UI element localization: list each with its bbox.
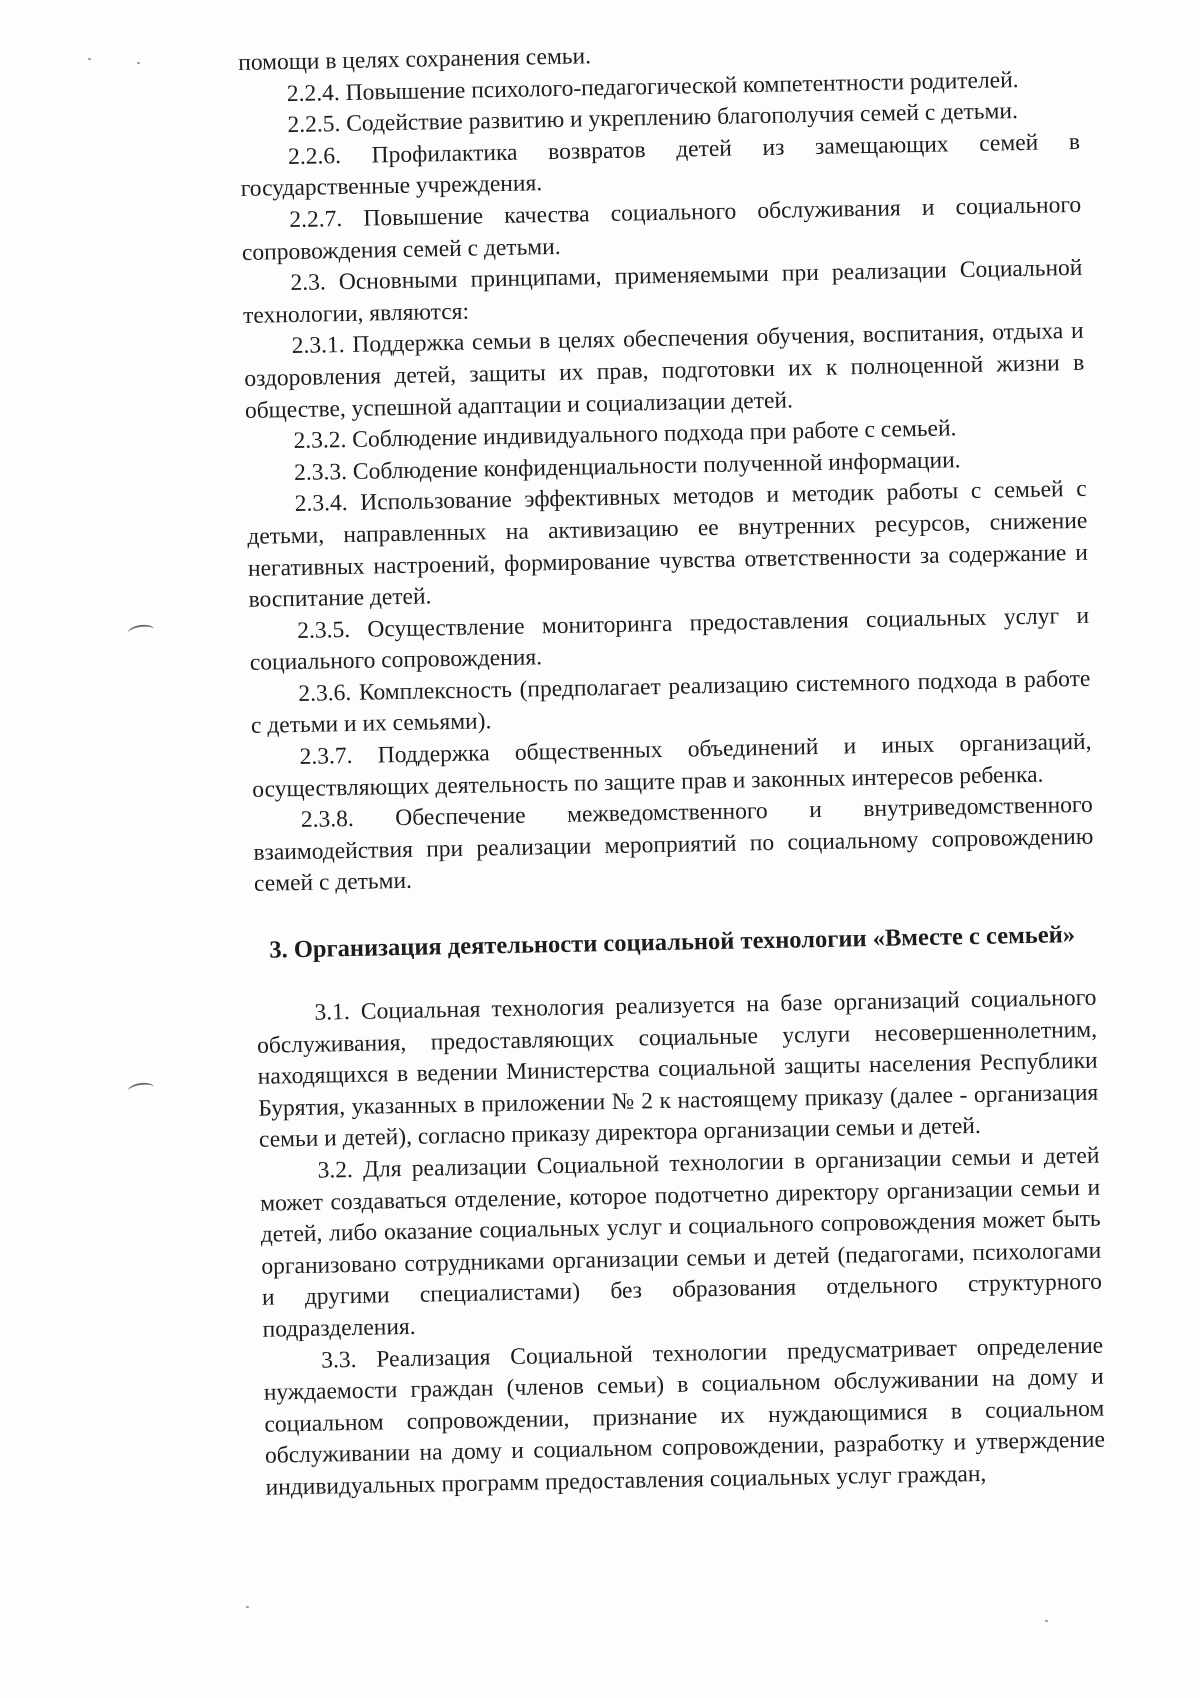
scan-speck [137,62,140,64]
scan-speck [1045,1620,1048,1622]
paragraph: 2.2.6. Профилактика возвратов детей из замещающих семей в государственные учреждения. [240,128,1081,203]
paragraph: 2.3.5. Осуществление мониторинга предоставления социальных услуг и социального сопровождения. [249,602,1090,677]
paragraph: 2.3.2. Соблюдение индивидуального подхода при работе с семьей. [293,415,957,455]
scan-speck [88,58,91,60]
paragraph: 2.3.1. Поддержка семьи в целях обеспечения обучения, воспитания, отдыха и оздоровления детей, защиты их прав, подготовки их к полноценной жизни в обществе, успешной адаптации и социализации детей. [244,318,1085,424]
paragraph: 3.3. Реализация Социальной технологии предусматривает определение нуждаемости граждан (членов семьи) в социальном обслуживании на дому и социальном сопровождении, признание их нуждающимися в социальном обслуживании на дому и социальном сопровождении, разработку и утверждение индивидуальных программ предоставления социальных услуг граждан, [263,1332,1106,1501]
paragraph: 2.2.7. Повышение качества социального обслуживания и социального сопровождения семей с детьми. [241,191,1082,266]
paragraph: 2.2.4. Повышение психолого-педагогической компетентности родителей. [286,66,1019,107]
paragraph: 2.3.6. Комплексность (предполагает реализацию системного подхода в работе с детьми и их семьями). [250,665,1091,740]
paragraph: 3.2. Для реализации Социальной технологии в организации семьи и детей может создаваться отделение, которое подотчетно директору организации семьи и детей, либо оказание социальных услуг и социального сопровождения может быть организовано сотрудниками организации семьи и детей (педагогами, психологами и другими специалистами) без образования отдельного структурного подразделения. [259,1142,1103,1343]
scan-speck [246,1606,249,1608]
paragraph: 3.1. Социальная технология реализуется на базе организаций социального обслуживания, предоставляющих социальные услуги несовершеннолетним, находящихся в ведении Министерства социальной защиты населения Республики Бурятия, указанных в приложении № 2 к настоящему приказу (далее - организация семьи и детей), согласно приказу директора организации семьи и детей. [256,984,1099,1154]
margin-mark [127,623,154,639]
margin-mark [127,1081,154,1097]
paragraph: 2.3.7. Поддержка общественных объединений и иных организаций, осуществляющих деятельность по защите прав и законных интересов ребенка. [251,728,1092,803]
paragraph: 2.3.4. Использование эффективных методов и методик работы с семьей с детьми, направленных на активизацию ее внутренних ресурсов, снижение негативных настроений, формирование чувства ответственности за содержание и воспитание детей. [247,476,1089,613]
paragraph: помощи в целях сохранения семьи. [238,43,592,76]
section-heading: 3. Организация деятельности социальной технологии «Вместе с семьей» [269,921,1076,964]
document-body [238,32,1106,1504]
paragraph: 2.2.5. Содействие развитию и укреплению благополучия семей с детьми. [287,98,1019,139]
paragraph: 2.3.3. Соблюдение конфиденциальности полученной информации. [293,446,961,486]
paragraph: 2.3.8. Обеспечение межведомственного и внутриведомственного взаимодействия при реализации мероприятий по социальному сопровождению семей с детьми. [253,791,1094,898]
paragraph: 2.3. Основными принципами, применяемыми при реализации Социальной технологии, являются: [242,254,1083,329]
